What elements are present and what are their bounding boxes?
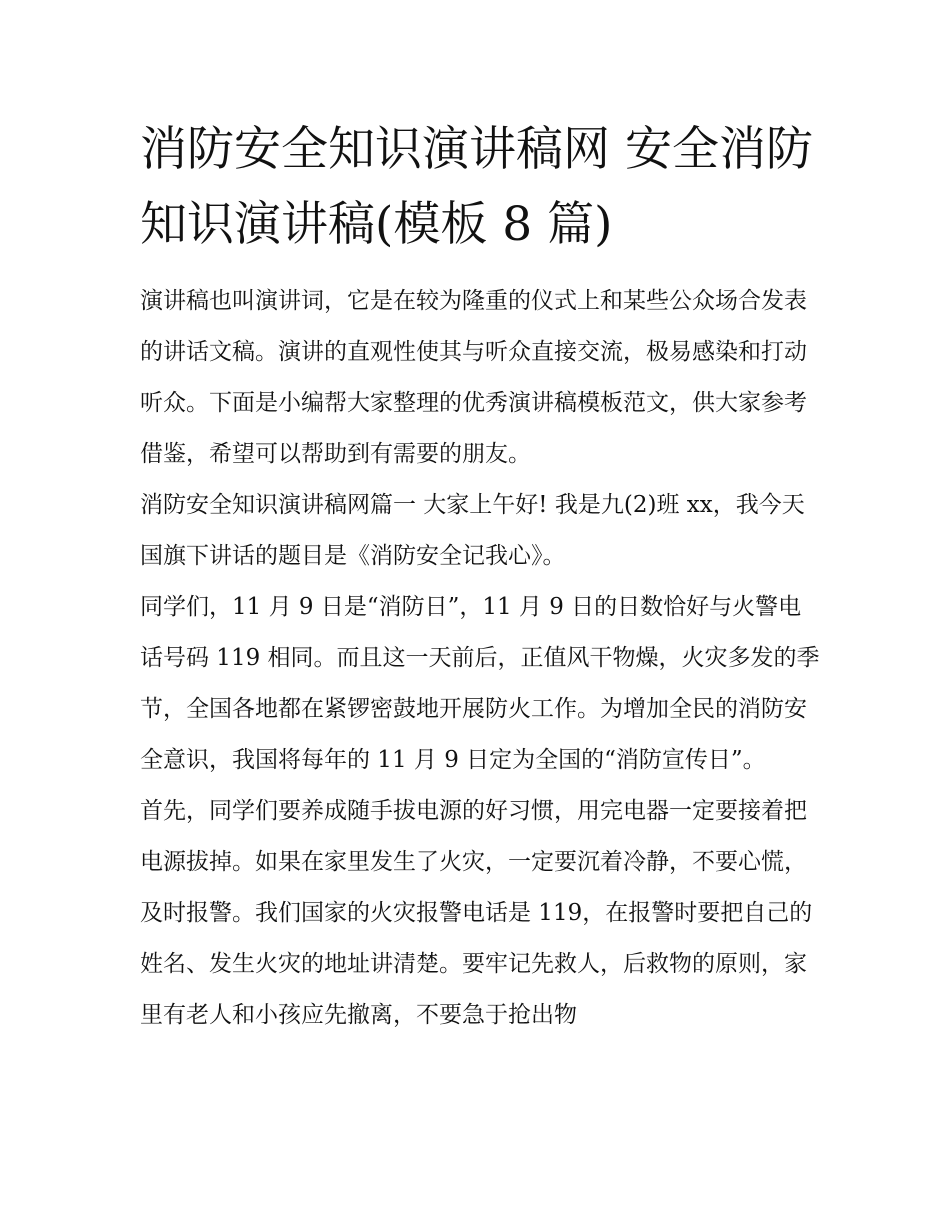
paragraph-intro: 演讲稿也叫演讲词，它是在较为隆重的仪式上和某些公众场合发表的讲话文稿。演讲的直观性使其与听众直接交流，极易感染和打动听众。下面是小编帮大家整理的优秀演讲稿模板范文，供大家参考借鉴，希望可以帮助到有需要的朋友。: [140, 288, 807, 467]
paragraph-safety-habits: 首先，同学们要养成随手拔电源的好习惯，用完电器一定要接着把电源拔掉。如果在家里发生了火灾，一定要沉着冷静，不要心慌，及时报警。我们国家的火灾报警电话是 119，在报警时要把自己的姓名、发生火灾的地址讲清楚。要牢记先救人，后救物的原则，家里有老人和小孩应先撤离，不要急于抢出物: [140, 798, 813, 1028]
paragraph-fire-day: 同学们，11 月 9 日是“消防日”，11 月 9 日的日数恰好与火警电话号码 119 相同。而且这一天前后，正值风干物燥，火灾多发的季节，全国各地都在紧锣密鼓地开展防火工作。为增加全民的消防安全意识，我国将每年的 11 月 9 日定为全国的“消防宣传日”。: [140, 594, 820, 773]
document-title: 消防安全知识演讲稿网 安全消防知识演讲稿(模板 8 篇): [140, 122, 813, 252]
document-body: [140, 276, 820, 1041]
paragraph-opening: 消防安全知识演讲稿网篇一 大家上午好! 我是九(2)班 xx，我今天国旗下讲话的题目是《消防安全记我心》。: [140, 492, 805, 569]
